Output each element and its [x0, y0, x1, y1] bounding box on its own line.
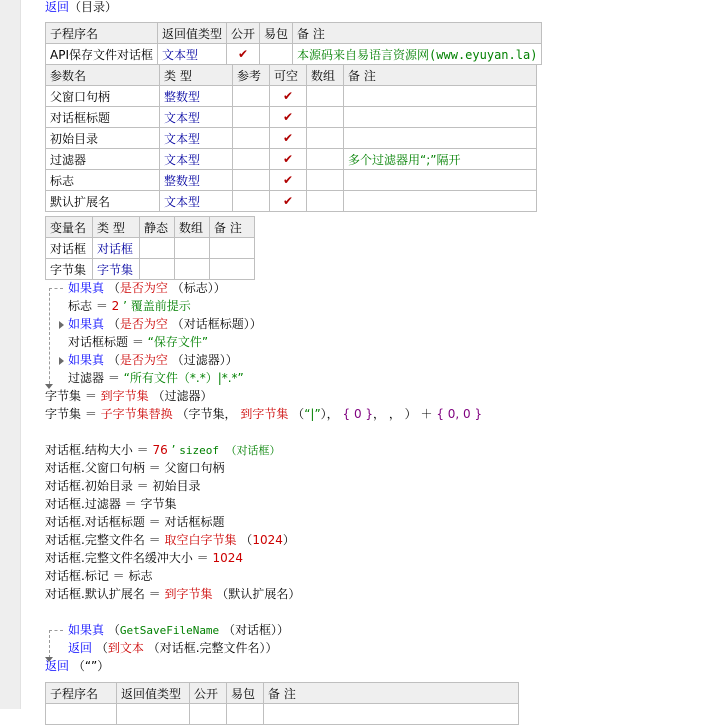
header-var-remark: 备 注	[210, 217, 255, 238]
is-empty-call[interactable]: 是否为空	[119, 353, 168, 367]
param-remark[interactable]	[344, 128, 537, 149]
params-table	[45, 64, 537, 212]
return-arg: （“”）	[72, 659, 110, 673]
var-ref: 父窗口句柄	[164, 461, 225, 475]
var-ref: 字节集	[140, 497, 177, 511]
if-true-keyword[interactable]: 如果真	[68, 353, 105, 367]
param-remark[interactable]	[344, 107, 537, 128]
var-ref: 对话框标题	[164, 515, 225, 529]
header-public: 公开	[190, 683, 227, 704]
subprogram-table	[45, 22, 542, 65]
sub-remark[interactable]	[264, 704, 519, 725]
sub-return-type[interactable]	[117, 704, 190, 725]
param-type[interactable]: 文本型	[160, 107, 233, 128]
flow-guide	[49, 630, 50, 658]
subprogram-header-row	[46, 683, 519, 704]
var-array[interactable]	[175, 259, 210, 280]
code-line-filter-field[interactable]: 对话框.过滤器 ＝ 字节集	[45, 497, 177, 511]
param-row[interactable]	[46, 107, 537, 128]
arg: 过滤器	[164, 389, 201, 403]
return-keyword[interactable]: 返回	[45, 0, 70, 14]
subprogram-table-2	[45, 682, 519, 725]
code-line-if3[interactable]: 如果真 （是否为空 （过滤器））	[68, 353, 238, 367]
var-name[interactable]: 对话框	[46, 238, 93, 259]
if1-arg: 标志	[183, 281, 208, 295]
param-row[interactable]	[46, 170, 537, 191]
sub-name[interactable]	[46, 704, 117, 725]
param-name[interactable]: 标志	[46, 170, 160, 191]
param-name[interactable]: 默认扩展名	[46, 191, 160, 212]
code-line-flag-assign[interactable]: 标志 ＝ 2 ’ 覆盖前提示	[68, 299, 191, 313]
flow-guide	[49, 288, 50, 384]
sub-remark[interactable]: 本源码来自易语言资源网(www.eyuyan.la)	[293, 44, 542, 65]
code-line-init-dir[interactable]: 对话框.初始目录 ＝ 初始目录	[45, 479, 201, 493]
header-param-nullable: 可空	[270, 65, 307, 86]
param-row[interactable]	[46, 128, 537, 149]
var-ref: 字节集	[45, 407, 82, 421]
number-literal: 1024	[252, 533, 283, 547]
code-line-return-empty[interactable]	[45, 657, 109, 675]
var-row[interactable]	[46, 259, 255, 280]
param-nullable-check[interactable]: ✔	[270, 191, 307, 212]
var-static[interactable]	[140, 238, 175, 259]
number-literal: 76	[152, 443, 168, 457]
api-call[interactable]: GetSaveFileName	[119, 624, 220, 637]
var-remark[interactable]	[210, 238, 255, 259]
param-type[interactable]: 文本型	[160, 191, 233, 212]
field-ref: 对话框.标记	[45, 569, 109, 583]
if2-arg: 对话框标题	[183, 317, 244, 331]
return-keyword[interactable]: 返回	[68, 641, 93, 655]
if-true-keyword[interactable]: 如果真	[68, 281, 105, 295]
param-ref[interactable]	[233, 107, 270, 128]
param-nullable-check[interactable]: ✔	[270, 128, 307, 149]
editor-gutter	[0, 0, 21, 709]
field-ref: 对话框.父窗口句柄	[45, 461, 145, 475]
param-name[interactable]: 过滤器	[46, 149, 160, 170]
var-array[interactable]	[175, 238, 210, 259]
param-nullable-check[interactable]: ✔	[270, 170, 307, 191]
header-param-array: 数组	[307, 65, 344, 86]
code-line-parent-handle[interactable]: 对话框.父窗口句柄 ＝ 父窗口句柄	[45, 461, 225, 475]
if3-arg: 过滤器	[183, 353, 220, 367]
var-name[interactable]: 字节集	[46, 259, 93, 280]
param-array[interactable]	[307, 170, 344, 191]
var-ref: 标志	[68, 299, 93, 313]
string-literal: “所有文件（*.*）|*.*”	[123, 371, 244, 385]
param-type[interactable]: 文本型	[160, 149, 233, 170]
header-param-remark: 备 注	[344, 65, 537, 86]
param-type[interactable]: 文本型	[160, 128, 233, 149]
flow-arrow	[59, 321, 64, 329]
param-ref[interactable]	[233, 170, 270, 191]
header-var-type: 类 型	[93, 217, 140, 238]
bytes-literal: { 0 }	[342, 407, 374, 421]
return-keyword[interactable]: 返回	[45, 659, 70, 673]
var-row[interactable]	[46, 238, 255, 259]
code-line-bytes-assign[interactable]: 字节集 ＝ 到字节集 （过滤器）	[45, 389, 213, 403]
field-ref: 对话框.默认扩展名	[45, 587, 145, 601]
subprogram-row[interactable]	[46, 704, 519, 725]
sub-name[interactable]: API保存文件对话框	[46, 44, 158, 65]
code-line-flags-field[interactable]: 对话框.标记 ＝ 标志	[45, 569, 153, 583]
var-type[interactable]: 对话框	[93, 238, 140, 259]
var-type[interactable]: 字节集	[93, 259, 140, 280]
param-nullable-check[interactable]: ✔	[270, 149, 307, 170]
header-return-type: 返回值类型	[158, 23, 227, 44]
to-bytes-call[interactable]: 到字节集	[164, 587, 213, 601]
var-ref: 过滤器	[68, 371, 105, 385]
param-nullable-check[interactable]: ✔	[270, 86, 307, 107]
param-row[interactable]	[46, 86, 537, 107]
replace-bytes-call[interactable]: 子字节集替换	[100, 407, 173, 421]
code-line-struct-size[interactable]: 对话框.结构大小 ＝ 76 ’ sizeof （对话框）	[45, 443, 281, 457]
bytes-literal: { 0, 0 }	[436, 407, 483, 421]
param-array[interactable]	[307, 128, 344, 149]
if-true-keyword[interactable]: 如果真	[68, 623, 105, 637]
param-remark[interactable]	[344, 86, 537, 107]
param-array[interactable]	[307, 107, 344, 128]
code-line-return-text[interactable]: 返回 （到文本 （对话框.完整文件名））	[68, 641, 278, 655]
param-ref[interactable]	[233, 191, 270, 212]
param-name[interactable]: 父窗口句柄	[46, 86, 160, 107]
number-literal: 1024	[212, 551, 244, 565]
header-remark: 备 注	[264, 683, 519, 704]
header-sub-name: 子程序名	[46, 23, 158, 44]
code-line-if4[interactable]: 如果真 （GetSaveFileName （对话框））	[68, 623, 290, 637]
sub-epackage[interactable]	[260, 44, 293, 65]
header-remark: 备 注	[293, 23, 542, 44]
arg: 对话框	[235, 623, 272, 637]
var-remark[interactable]	[210, 259, 255, 280]
header-param-name: 参数名	[46, 65, 160, 86]
string-literal: “|”	[304, 407, 321, 421]
is-empty-call[interactable]: 是否为空	[119, 317, 168, 331]
header-var-array: 数组	[175, 217, 210, 238]
arg: 字节集	[188, 407, 225, 421]
arg: 默认扩展名	[228, 587, 289, 601]
flow-guide	[49, 288, 63, 289]
sub-public[interactable]	[190, 704, 227, 725]
comment: sizeof （对话框）	[179, 444, 281, 457]
sub-return-type[interactable]: 文本型	[158, 44, 227, 65]
param-row[interactable]	[46, 191, 537, 212]
var-ref: 标志	[128, 569, 153, 583]
code-line-filename-field[interactable]: 对话框.完整文件名 ＝ 取空白字节集 （1024）	[45, 533, 295, 547]
param-nullable-check[interactable]: ✔	[270, 107, 307, 128]
param-row[interactable]	[46, 149, 537, 170]
header-epackage: 易包	[260, 23, 293, 44]
flow-arrow	[59, 357, 64, 365]
param-remark[interactable]	[344, 170, 537, 191]
header-var-name: 变量名	[46, 217, 93, 238]
param-array[interactable]	[307, 191, 344, 212]
subprogram-row[interactable]	[46, 44, 542, 65]
code-line-return-top[interactable]	[45, 0, 117, 16]
param-type[interactable]: 整数型	[160, 86, 233, 107]
param-name[interactable]: 对话框标题	[46, 107, 160, 128]
field-ref: 对话框.完整文件名缓冲大小	[45, 551, 193, 565]
header-return-type: 返回值类型	[117, 683, 190, 704]
return-arg: （目录）	[69, 0, 118, 14]
field-ref: 对话框.完整文件名	[45, 533, 145, 547]
is-empty-call[interactable]: 是否为空	[119, 281, 168, 295]
string-literal: “保存文件”	[147, 335, 209, 349]
param-array[interactable]	[307, 86, 344, 107]
flow-guide	[49, 630, 63, 631]
param-remark[interactable]	[344, 191, 537, 212]
if-true-keyword[interactable]: 如果真	[68, 317, 105, 331]
code-line-title-assign[interactable]: 对话框标题 ＝ “保存文件”	[68, 335, 209, 349]
var-ref: 对话框标题	[68, 335, 129, 349]
code-line-if2[interactable]: 如果真 （是否为空 （对话框标题））	[68, 317, 262, 331]
header-epackage: 易包	[227, 683, 264, 704]
field-ref: 对话框.对话框标题	[45, 515, 145, 529]
header-sub-name: 子程序名	[46, 683, 117, 704]
param-remark[interactable]: 多个过滤器用“;”隔开	[344, 149, 537, 170]
number-literal: 2	[111, 299, 120, 313]
param-array[interactable]	[307, 149, 344, 170]
sub-public-check[interactable]: ✔	[227, 44, 260, 65]
code-line-bytes-replace[interactable]: 字节集 ＝ 子字节集替换 （字节集， 到字节集 （“|”）， { 0 }， ， ） ＋ { 0, 0 }	[45, 407, 483, 421]
to-text-call[interactable]: 到文本	[107, 641, 144, 655]
to-bytes-call[interactable]: 到字节集	[240, 407, 289, 421]
header-param-type: 类 型	[160, 65, 233, 86]
code-line-default-ext[interactable]: 对话框.默认扩展名 ＝ 到字节集 （默认扩展名）	[45, 587, 301, 601]
subprogram-header-row	[46, 23, 542, 44]
var-ref: 初始目录	[152, 479, 201, 493]
sub-epackage[interactable]	[227, 704, 264, 725]
param-ref[interactable]	[233, 86, 270, 107]
field-ref: 对话框.初始目录	[45, 479, 133, 493]
header-param-ref: 参考	[233, 65, 270, 86]
vars-header-row	[46, 217, 255, 238]
arg: 对话框.完整文件名	[159, 641, 260, 655]
field-ref: 对话框.过滤器	[45, 497, 121, 511]
blank-bytes-call[interactable]: 取空白字节集	[164, 533, 237, 547]
comment: 覆盖前提示	[130, 299, 191, 313]
code-line-filter-assign[interactable]: 过滤器 ＝ “所有文件（*.*）|*.*”	[68, 371, 244, 385]
params-header-row	[46, 65, 537, 86]
local-vars-table	[45, 216, 255, 280]
code-line-buffer-size[interactable]: 对话框.完整文件名缓冲大小 ＝ 1024	[45, 551, 244, 565]
header-var-static: 静态	[140, 217, 175, 238]
code-line-title-field[interactable]: 对话框.对话框标题 ＝ 对话框标题	[45, 515, 225, 529]
code-line-if1[interactable]: 如果真 （是否为空 （标志））	[68, 281, 226, 295]
param-ref[interactable]	[233, 128, 270, 149]
var-ref: 字节集	[45, 389, 82, 403]
var-static[interactable]	[140, 259, 175, 280]
field-ref: 对话框.结构大小	[45, 443, 133, 457]
param-ref[interactable]	[233, 149, 270, 170]
header-public: 公开	[227, 23, 260, 44]
param-type[interactable]: 整数型	[160, 170, 233, 191]
param-name[interactable]: 初始目录	[46, 128, 160, 149]
to-bytes-call[interactable]: 到字节集	[100, 389, 149, 403]
